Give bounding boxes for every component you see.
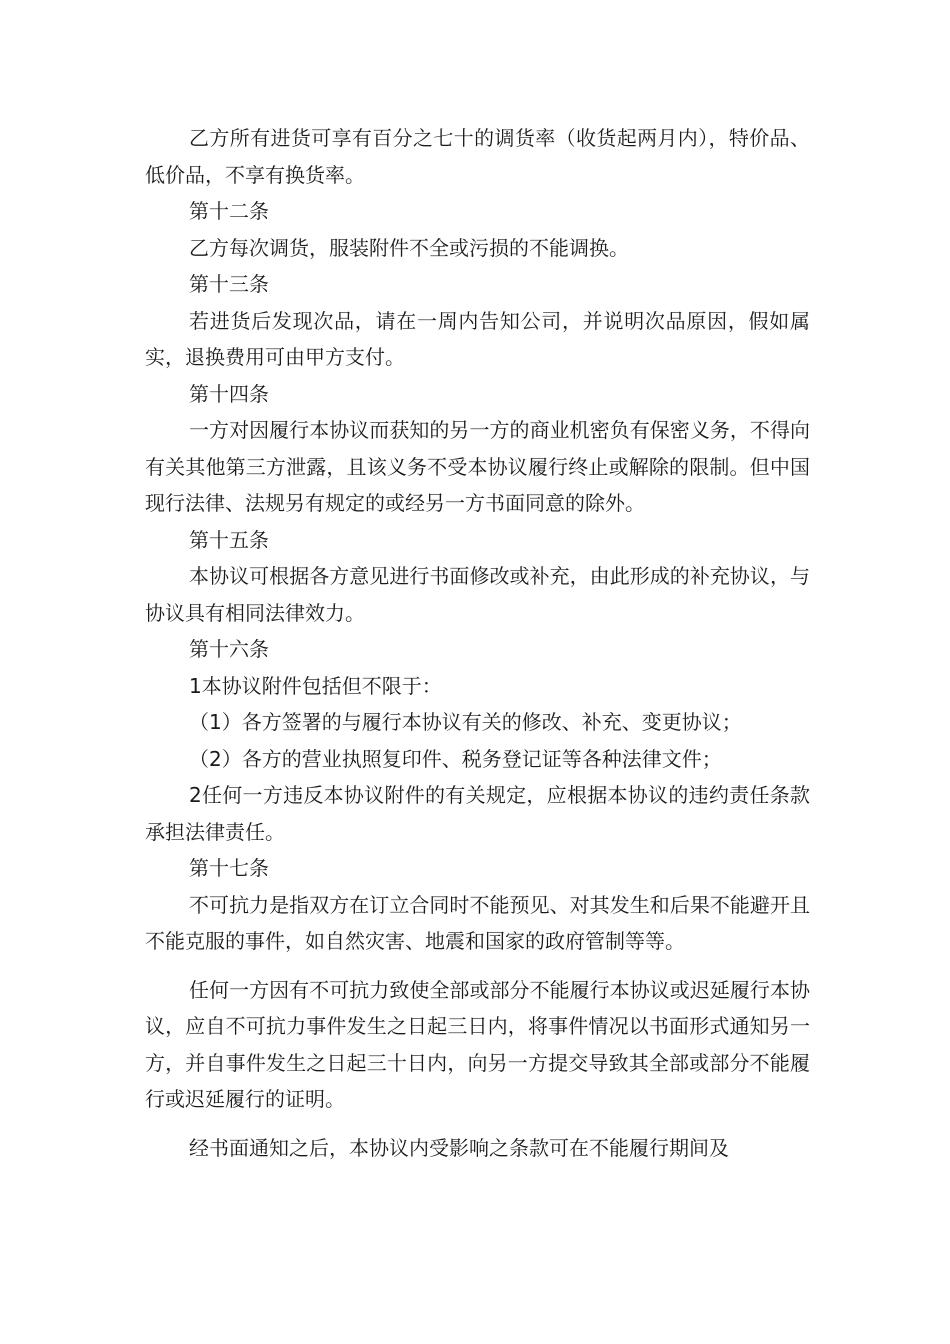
paragraph-force-majeure-effect: 经书面通知之后，本协议内受影响之条款可在不能履行期间及 (189, 1135, 729, 1160)
paragraph-article-13: 若进货后发现次品，请在一周内告知公司，并说明次品原因，假如属实，退换费用可由甲方支付。 (145, 308, 810, 369)
paragraph-article-16-item-1: 1本协议附件包括但不限于： (189, 673, 442, 698)
paragraph-transfer-rate: 乙方所有进货可享有百分之七十的调货率（收货起两月内），特价品、低价品，不享有换货率。 (145, 126, 810, 187)
article-heading-12: 第十二条 (189, 199, 269, 223)
paragraph-force-majeure-definition: 不可抗力是指双方在订立合同时不能预见、对其发生和后果不能避开且不能克服的事件，如自然灾害、地震和国家的政府管制等等。 (145, 892, 810, 953)
article-heading-15: 第十五条 (189, 527, 269, 552)
paragraph-article-16-item-2: 2任何一方违反本协议附件的有关规定，应根据本协议的违约责任条款承担法律责任。 (145, 783, 810, 844)
paragraph-article-14: 一方对因履行本协议而获知的另一方的商业机密负有保密义务，不得向有关其他第三方泄露，且该义务不受本协议履行终止或解除的限制。但中国现行法律、法规另有规定的或经另一方书面同意的除外。 (145, 418, 810, 515)
paragraph-article-16-sub-2: （2）各方的营业执照复印件、税务登记证等各种法律文件； (189, 746, 722, 771)
article-heading-13: 第十三条 (189, 272, 269, 296)
paragraph-article-15: 本协议可根据各方意见进行书面修改或补充，由此形成的补充协议，与协议具有相同法律效力。 (145, 564, 810, 625)
article-heading-16: 第十六条 (189, 637, 269, 661)
paragraph-article-16-sub-1: （1）各方签署的与履行本协议有关的修改、补充、变更协议； (189, 710, 742, 734)
article-heading-17: 第十七条 (189, 856, 269, 880)
article-heading-14: 第十四条 (189, 381, 269, 406)
document-body (145, 120, 810, 1166)
paragraph-article-12: 乙方每次调货，服装附件不全或污损的不能调换。 (189, 235, 629, 260)
paragraph-force-majeure-notice: 任何一方因有不可抗力致使全部或部分不能履行本协议或迟延履行本协议，应自不可抗力事件发生之日起三日内，将事件情况以书面形式通知另一方，并自事件发生之日起三十日内，向另一方提交导致其全部或部分不能履行或迟延履行的证明。 (145, 977, 810, 1111)
